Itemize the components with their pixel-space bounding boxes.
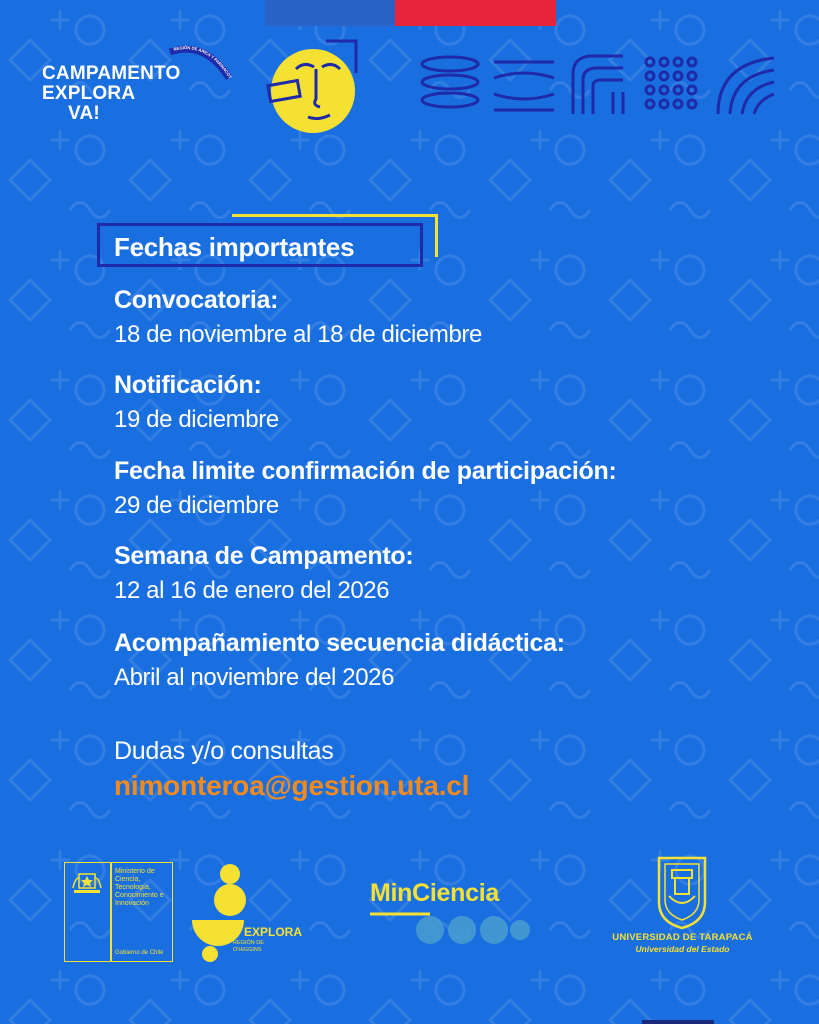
minciencia-word: MinCiencia [370, 879, 499, 907]
deco-dots-icon [646, 58, 696, 108]
contact-question: Dudas y/o consultas [114, 737, 334, 765]
date-item-value: 19 de diciembre [114, 406, 279, 433]
top-bar-blue [265, 0, 395, 26]
minciencia-wave-icon [370, 906, 560, 946]
deco-wave-icon [494, 62, 554, 110]
date-item-semana [114, 541, 413, 606]
university-name: UNIVERSIDAD DE TARAPACÁ [612, 932, 753, 943]
region-arc-label [165, 40, 235, 85]
date-item-convocatoria [114, 285, 482, 350]
date-item-confirmacion [114, 456, 617, 521]
date-item-acompanamiento [114, 628, 565, 693]
explora-logo [190, 862, 303, 962]
ministry-logo [64, 862, 173, 962]
top-bar-red [395, 0, 556, 26]
date-item-value: 12 al 16 de enero del 2026 [114, 577, 390, 604]
date-item-heading: Acompañamiento secuencia didáctica: [114, 629, 565, 657]
face-logo-icon [266, 39, 362, 135]
deco-arch-icon [573, 56, 623, 114]
campaign-title-line3: VA! [68, 103, 100, 124]
region-arc-text: REGIÓN DE ARICA Y PARINACOT [172, 45, 233, 79]
bottom-bar [642, 1020, 714, 1024]
contact-block [114, 736, 469, 803]
date-item-heading: Convocatoria: [114, 286, 279, 314]
date-item-value: Abril al noviembre del 2026 [114, 664, 395, 691]
campaign-title-line2: EXPLORA [42, 83, 136, 104]
explora-region: REGIÓN DE O'HIGGINS [233, 940, 264, 953]
date-item-notificacion [114, 370, 279, 435]
chile-crest-icon [70, 868, 104, 896]
date-item-heading: Fecha limite confirmación de participación: [114, 457, 617, 485]
date-item-value: 29 de diciembre [114, 492, 279, 519]
explora-word: EXPLORA [244, 925, 303, 939]
contact-email-link[interactable]: nimonteroa@gestion.uta.cl [114, 770, 470, 801]
deco-stack-icon [422, 57, 478, 107]
decorative-symbols [418, 52, 778, 120]
section-title: Fechas importantes [114, 232, 355, 262]
minciencia-logo [370, 878, 560, 948]
date-item-heading: Notificación: [114, 371, 262, 399]
university-sub: Universidad del Estado [635, 944, 730, 954]
deco-rays-icon [718, 58, 774, 114]
university-crest-icon [655, 856, 709, 930]
campaign-title-line1: CAMPAMENTO [42, 63, 181, 84]
ministry-name: Ministerio de Ciencia, Tecnología, Conocimiento e Innovación [115, 868, 164, 907]
date-item-value: 18 de noviembre al 18 de diciembre [114, 321, 482, 348]
date-item-heading: Semana de Campamento: [114, 542, 414, 570]
ministry-gov: Gobierno de Chile [115, 950, 164, 956]
university-logo [600, 856, 765, 956]
campaign-logo [42, 64, 181, 124]
